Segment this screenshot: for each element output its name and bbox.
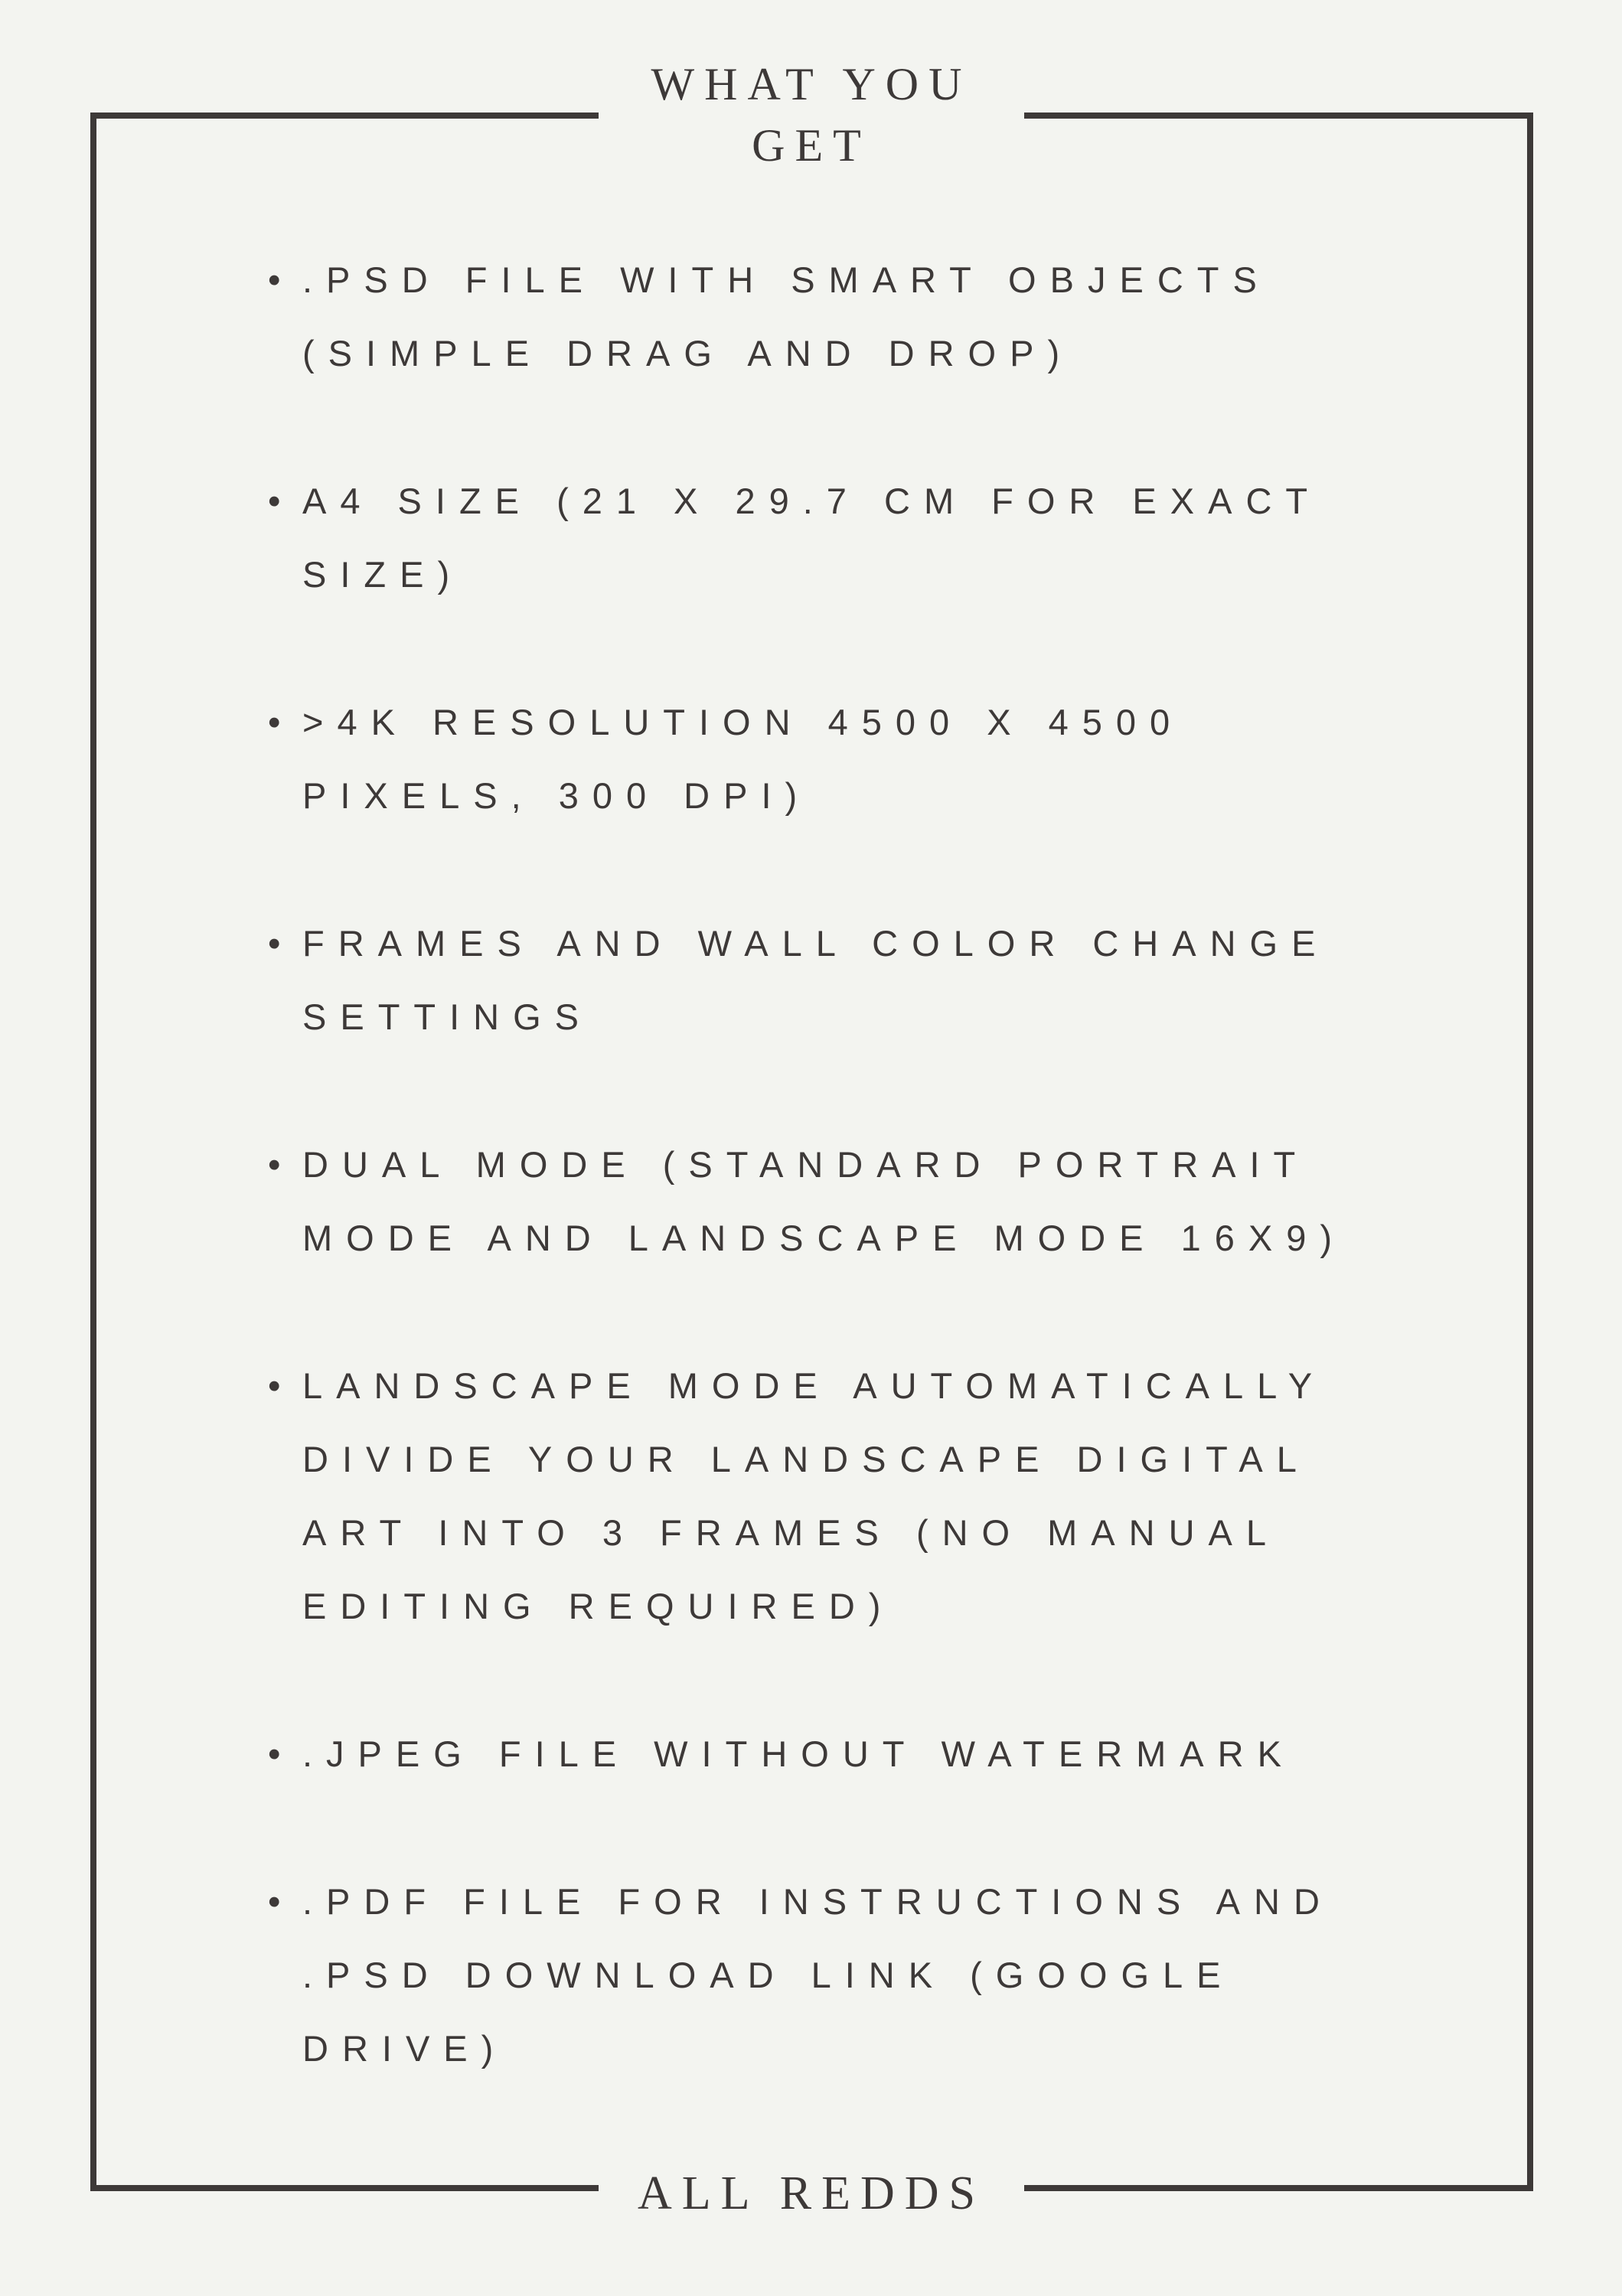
bullet-icon: • bbox=[268, 1733, 281, 1774]
bullet-icon: • bbox=[268, 481, 281, 521]
bullet-icon: • bbox=[268, 702, 281, 742]
list-item-text: >4K RESOLUTION 4500 X 4500 PIXELS, 300 DPI) bbox=[302, 702, 1184, 816]
list-item-text: DUAL MODE (STANDARD PORTRAIT MODE AND LANDSCAPE MODE 16X9) bbox=[302, 1144, 1346, 1258]
list-item bbox=[268, 1717, 1416, 1791]
list-item bbox=[268, 243, 1416, 390]
bullet-icon: • bbox=[268, 1144, 281, 1185]
list-item-text: LANDSCAPE MODE AUTOMATICALLY DIVIDE YOUR LANDSCAPE DIGITAL ART INTO 3 FRAMES (NO MANUAL EDITING REQUIRED) bbox=[302, 1365, 1326, 1626]
list-item bbox=[268, 465, 1416, 612]
list-item bbox=[268, 1865, 1416, 2086]
feature-list bbox=[268, 243, 1416, 2160]
list-item bbox=[268, 1128, 1416, 1275]
page-title: WHAT YOU GET bbox=[651, 59, 972, 171]
list-item-text: A4 SIZE (21 X 29.7 CM FOR EXACT SIZE) bbox=[302, 481, 1321, 595]
list-item-text: .JPEG FILE WITHOUT WATERMARK bbox=[302, 1733, 1295, 1774]
bullet-icon: • bbox=[268, 259, 281, 300]
footer-brand: ALL REDDS bbox=[638, 2167, 985, 2219]
list-item bbox=[268, 686, 1416, 833]
bullet-icon: • bbox=[268, 1881, 281, 1922]
list-item-text: FRAMES AND WALL COLOR CHANGE SETTINGS bbox=[302, 923, 1330, 1037]
list-item-text: .PDF FILE FOR INSTRUCTIONS AND .PSD DOWNLOAD LINK (GOOGLE DRIVE) bbox=[302, 1881, 1333, 2069]
list-item-text: .PSD FILE WITH SMART OBJECTS (SIMPLE DRAG AND DROP) bbox=[302, 259, 1271, 373]
bullet-icon: • bbox=[268, 923, 281, 964]
list-item bbox=[268, 1349, 1416, 1643]
list-item bbox=[268, 907, 1416, 1054]
bullet-icon: • bbox=[268, 1365, 281, 1406]
